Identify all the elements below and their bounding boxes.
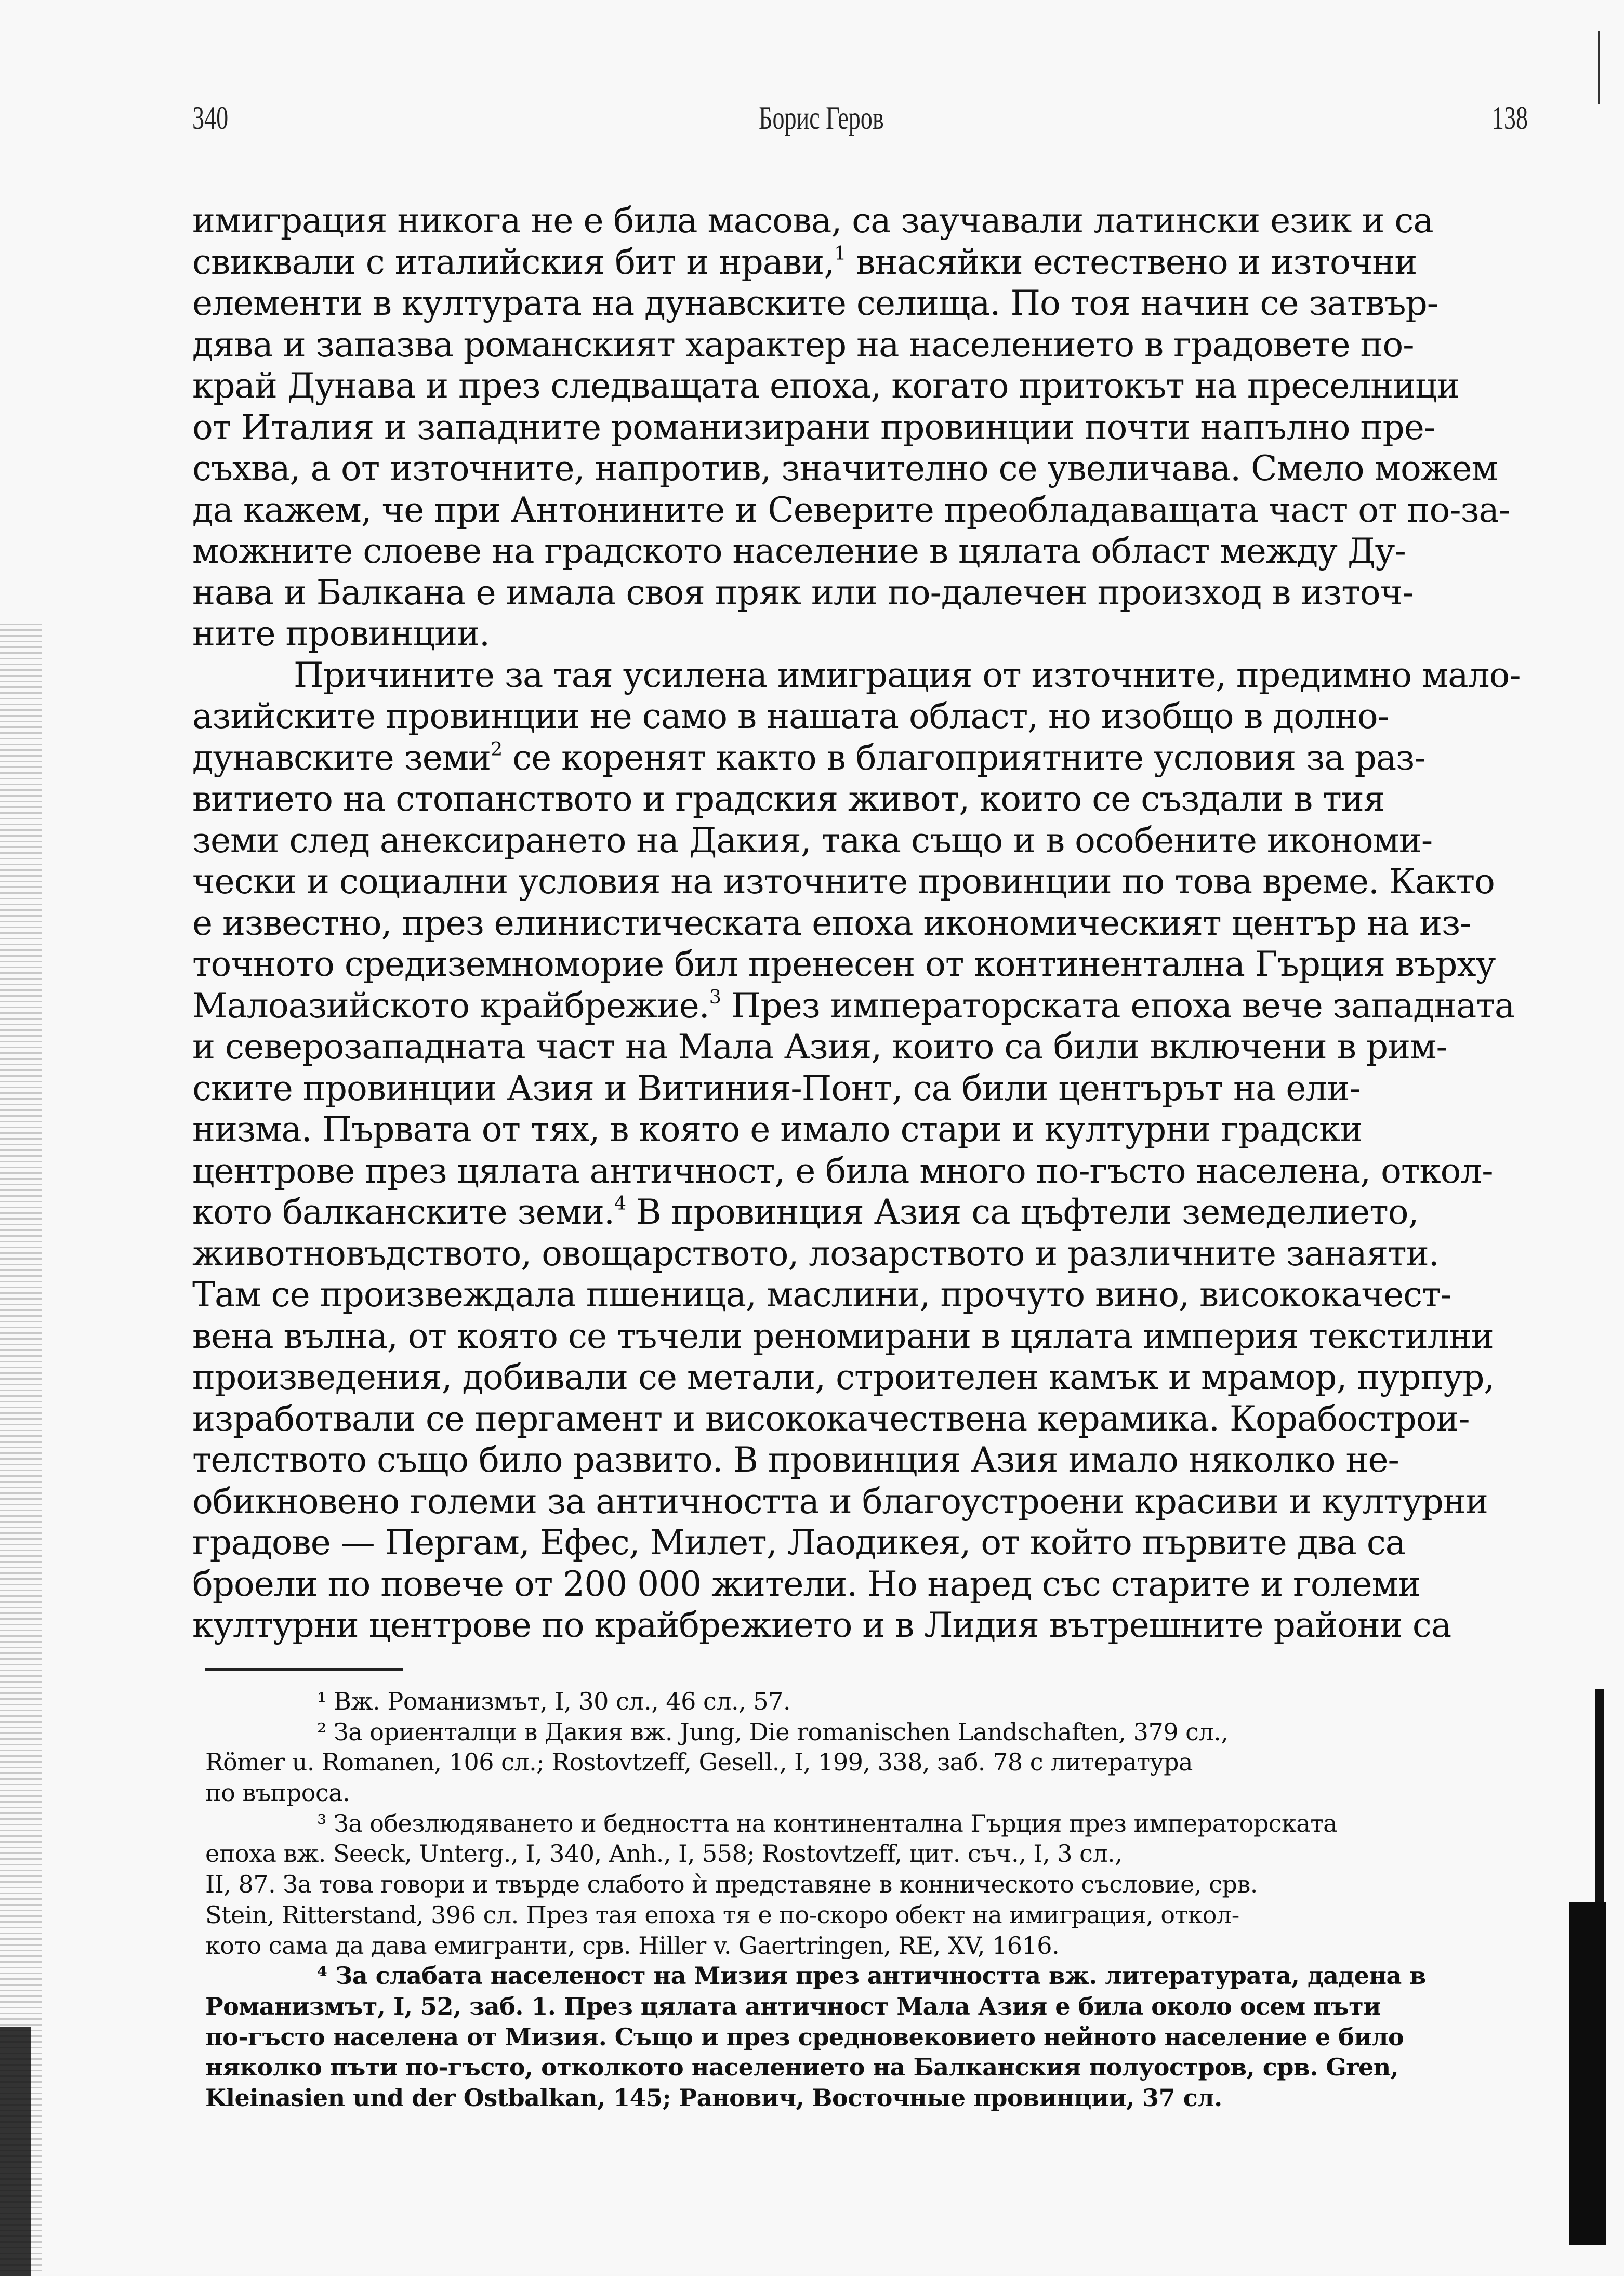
text-line	[192, 1316, 1530, 1357]
text-line-content: се коренят както в благоприятните условия за раз-	[502, 737, 1425, 778]
text-line	[192, 1233, 1530, 1275]
footnote-line: Römer u. Romanen, 106 сл.; Rostovtzeff, Gesell., I, 199, 338, заб. 78 с литература	[205, 1748, 1193, 1777]
text-line-content: и северозападната част на Мала Азия, които са били включени в рим-	[192, 1027, 1447, 1067]
text-line	[192, 1357, 1530, 1398]
text-line-content: Малоазийското крайбрежие.	[192, 985, 709, 1026]
text-line	[192, 820, 1530, 862]
text-line	[192, 489, 1530, 531]
running-header	[192, 99, 1528, 145]
text-line-content: можните слоеве на градското население в цялата област между Ду-	[192, 531, 1406, 571]
text-line	[192, 242, 1530, 283]
text-line	[192, 1522, 1530, 1564]
text-line-content: от Италия и западните романизирани провинции почти напълно пре-	[192, 407, 1435, 447]
footnote-ref[interactable]: 4	[614, 1192, 626, 1214]
text-line-content: свиквали с италийския бит и нрави,	[192, 242, 835, 282]
footnote-line: Романизмът, I, 52, заб. 1. През цялата античност Мала Азия е била около осем пъти	[205, 1992, 1381, 2020]
running-head-author: Борис Геров	[759, 99, 884, 136]
text-line	[192, 737, 1530, 779]
text-line	[192, 1481, 1530, 1523]
text-line	[192, 365, 1530, 407]
footnote-line: по-гъсто населена от Мизия. Също и през средновековието нейното население е било	[205, 2022, 1404, 2051]
text-line-content: Причините за тая усилена имиграция от източните, предимно мало-	[294, 655, 1521, 695]
footnote-line: епоха вж. Seeck, Unterg., I, 340, Anh., I, 558; Rostovtzeff, цит. съч., I, 3 сл.,	[205, 1840, 1123, 1868]
text-line	[192, 407, 1530, 448]
footnote-line: ¹ Вж. Романизмът, I, 30 сл., 46 сл., 57.	[317, 1687, 791, 1715]
text-line	[192, 1398, 1530, 1440]
footnotes	[205, 1686, 1473, 2113]
text-line	[192, 324, 1530, 366]
text-line	[192, 1605, 1530, 1646]
text-line-content: вена вълна, от която се тъчели реномирани в цялата империя текстилни	[192, 1316, 1494, 1356]
text-line	[192, 613, 1530, 655]
text-line-content: елементи в културата на дунавските селища. По тоя начин се затвър-	[192, 283, 1438, 323]
text-line-content: изработвали се пергамент и висококачествена керамика. Корабострои-	[192, 1398, 1470, 1439]
page-number: 340	[192, 99, 229, 136]
text-line-content: край Дунава и през следващата епоха, когато притокът на преселници	[192, 366, 1459, 406]
text-line-content: животновъдството, овощарството, лозарството и различните занаяти.	[192, 1233, 1439, 1274]
text-line-content: обикновено големи за античността и благоустроени красиви и културни	[192, 1481, 1488, 1521]
footnote-line: ² За ориенталци в Дакия вж. Jung, Die romanischen Landschaften, 379 сл.,	[317, 1717, 1229, 1746]
text-line	[192, 1026, 1530, 1068]
text-line-content: кото балканските земи.	[192, 1192, 614, 1232]
footnote-line: ³ За обезлюдяването и бедността на континентална Гърция през императорската	[317, 1809, 1338, 1837]
text-line-content: броели по повече от 200 000 жители. Но наред със старите и големи	[192, 1564, 1420, 1604]
text-line	[192, 1274, 1530, 1316]
text-line-content: Там се произвеждала пшеница, маслини, прочуто вино, висококачест-	[192, 1275, 1451, 1315]
footnote-line: по въпроса.	[205, 1779, 350, 1807]
scan-shadow-right	[1569, 1902, 1606, 2245]
text-line	[192, 861, 1530, 903]
text-line-content: В провинция Азия са цъфтели земеделието,	[626, 1192, 1419, 1232]
text-line-content: низма. Първата от тях, в която е имало стари и културни градски	[192, 1109, 1363, 1149]
footnote-ref[interactable]: 2	[491, 737, 503, 760]
text-line	[192, 448, 1530, 489]
text-line-content: имиграция никога не е била масова, са заучавали латински език и са	[192, 201, 1433, 241]
footnote-ref[interactable]: 1	[834, 242, 846, 264]
text-line-content: да кажем, че при Антонините и Северите преобладаващата част от по-за-	[192, 489, 1510, 530]
scan-edge-mark	[1598, 31, 1600, 104]
text-line-content: нава и Балкана е имала своя пряк или по-далечен произход в източ-	[192, 572, 1414, 613]
text-line	[192, 531, 1530, 572]
text-line-content: витието на стопанството и градския живот, които се създали в тия	[192, 779, 1385, 819]
text-line-content: чески и социални условия на източните провинции по това време. Както	[192, 862, 1495, 902]
footnote-line: няколко пъти по-гъсто, отколкото населението на Балканския полуостров, срв. Gren,	[205, 2053, 1399, 2082]
text-line-content: е известно, през елинистическата епоха икономическият център на из-	[192, 903, 1471, 943]
text-line	[192, 696, 1530, 737]
text-line	[192, 1068, 1530, 1109]
text-line-content: точното средиземноморие бил пренесен от континентална Гърция върху	[192, 944, 1496, 984]
text-line-content: внасяйки естествено и източни	[846, 242, 1417, 282]
text-line	[192, 572, 1530, 614]
text-line-content: азийските провинции не само в нашата област, но изобщо в долно-	[192, 696, 1389, 736]
text-line	[192, 944, 1530, 985]
text-line-content: дява и запазва романският характер на населението в градовете по-	[192, 324, 1414, 365]
text-line-content: ските провинции Азия и Витиния-Понт, са били центърът на ели-	[192, 1068, 1361, 1108]
text-line	[192, 655, 1530, 696]
text-line-content: центрове през цялата античност, е била много по-гъсто населена, откол-	[192, 1150, 1493, 1191]
text-line	[192, 283, 1530, 324]
text-line-content: дунавските земи	[192, 737, 491, 778]
text-line-content: съхва, а от източните, напротив, значително се увеличава. Смело можем	[192, 448, 1498, 488]
text-line	[192, 985, 1530, 1027]
text-line-content: градове — Пергам, Ефес, Милет, Лаодикея, от който първите два са	[192, 1523, 1406, 1563]
footnote-ref[interactable]: 3	[709, 985, 721, 1008]
footnote-line: II, 87. За това говори и твърде слабото ѝ представяне в конническото съсловие, срв.	[205, 1870, 1258, 1899]
footnote-line: Stein, Ritterstand, 396 сл. През тая епоха тя е по-скоро обект на имиграция, откол-	[205, 1900, 1239, 1929]
text-line	[192, 903, 1530, 944]
text-line	[192, 1150, 1530, 1192]
footnote-line: Kleinasien und der Ostbalkan, 145; Ранович, Восточные провинции, 37 сл.	[205, 2083, 1222, 2112]
text-line	[192, 1439, 1530, 1481]
footnote-line: ⁴ За слабата населеност на Мизия през античността вж. литературата, дадена в	[317, 1962, 1426, 1990]
text-line	[192, 1564, 1530, 1605]
footnote-line: кото сама да дава емигранти, срв. Hiller v. Gaertringen, RE, XV, 1616.	[205, 1931, 1060, 1960]
text-line	[192, 1109, 1530, 1150]
scan-shadow-left	[0, 2027, 31, 2276]
text-line-content: културни центрове по крайбрежието и в Лидия вътрешните райони са	[192, 1605, 1451, 1645]
main-text	[192, 200, 1530, 1646]
footnote-separator	[205, 1668, 403, 1671]
text-line	[192, 778, 1530, 820]
text-line	[192, 200, 1530, 242]
text-line-content: ните провинции.	[192, 614, 490, 654]
text-line-content: телството също било развито. В провинция Азия имало няколко не-	[192, 1440, 1399, 1480]
text-line-content: През императорската епоха вече западната	[720, 985, 1515, 1026]
text-line-content: земи след анексирането на Дакия, така също и в особените икономи-	[192, 820, 1433, 861]
text-line	[192, 1192, 1530, 1233]
section-number: 138	[1491, 99, 1528, 136]
text-line-content: произведения, добивали се метали, строителен камък и мрамор, пурпур,	[192, 1357, 1495, 1397]
